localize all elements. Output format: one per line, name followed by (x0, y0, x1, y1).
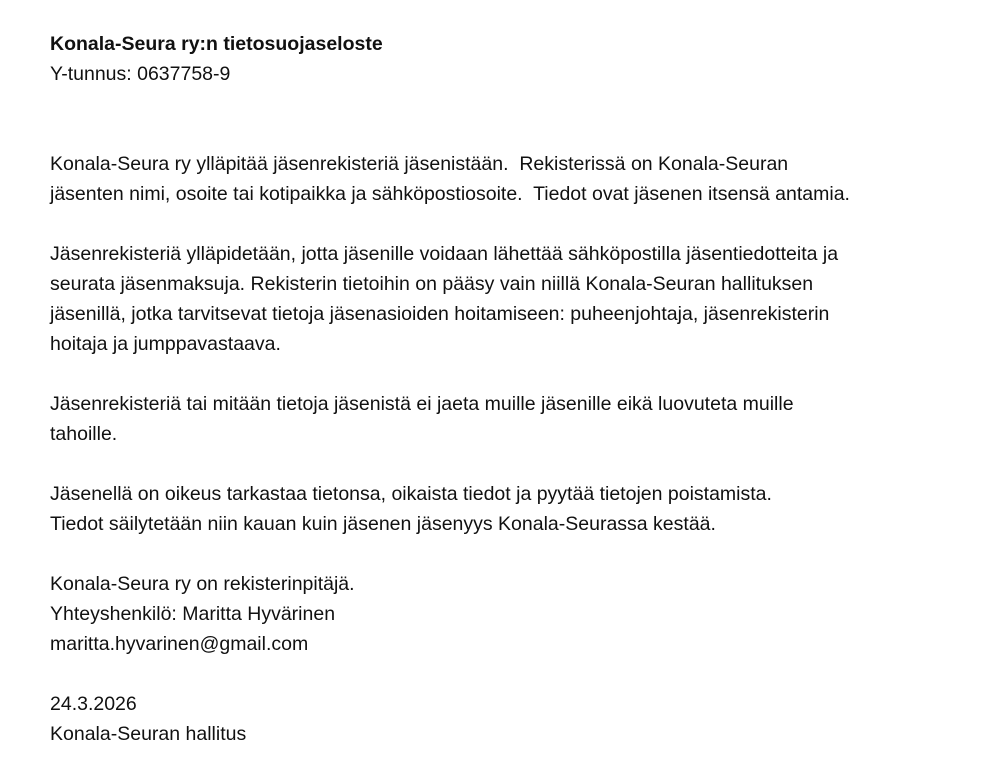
spacer (50, 449, 990, 479)
spacer (50, 659, 990, 689)
contact-person: Yhteyshenkilö: Maritta Hyvärinen (50, 603, 336, 625)
business-id: Y-tunnus: 0637758-9 (50, 63, 231, 85)
paragraph-line: Jäsenrekisteriä tai mitään tietoja jäsenistä ei jaeta muille jäsenille eikä luovuteta muille (50, 393, 794, 415)
spacer (50, 539, 990, 569)
paragraph-line: Tiedot säilytetään niin kauan kuin jäsenen jäsenyys Konala-Seurassa kestää. (50, 513, 716, 535)
spacer (50, 209, 990, 239)
paragraph-member-rights (50, 479, 990, 539)
signature: Konala-Seuran hallitus (50, 723, 247, 745)
paragraph-line: seurata jäsenmaksuja. Rekisterin tietoihin on pääsy vain niillä Konala-Seuran hallituksen (50, 273, 814, 295)
paragraph-line: Konala-Seura ry ylläpitää jäsenrekisteriä jäsenistään. Rekisterissä on Konala-Seuran (50, 153, 789, 175)
paragraph-register-purpose (50, 239, 990, 359)
signature-block (50, 689, 990, 749)
contact-email: maritta.hyvarinen@gmail.com (50, 633, 309, 655)
register-controller: Konala-Seura ry on rekisterinpitäjä. (50, 573, 355, 595)
spacer (50, 359, 990, 389)
document-date: 24.3.2026 (50, 693, 137, 715)
document-title: Konala-Seura ry:n tietosuojaseloste (50, 33, 383, 55)
paragraph-register-contents (50, 149, 990, 209)
paragraph-line: jäsenten nimi, osoite tai kotipaikka ja sähköpostiosoite. Tiedot ovat jäsenen itsensä antamia. (50, 183, 850, 205)
paragraph-line: Jäsenrekisteriä ylläpidetään, jotta jäsenille voidaan lähettää sähköpostilla jäsentiedotteita ja (50, 243, 839, 265)
spacer (50, 89, 990, 149)
paragraph-no-sharing (50, 389, 990, 449)
contact-block (50, 569, 990, 659)
paragraph-line: Jäsenellä on oikeus tarkastaa tietonsa, oikaista tiedot ja pyytää tietojen poistamista. (50, 483, 772, 505)
paragraph-line: hoitaja ja jumppavastaava. (50, 333, 281, 355)
paragraph-line: jäsenillä, jotka tarvitsevat tietoja jäsenasioiden hoitamiseen: puheenjohtaja, jäsenrekisterin (50, 303, 830, 325)
privacy-policy-document (50, 29, 990, 749)
paragraph-line: tahoille. (50, 423, 118, 445)
